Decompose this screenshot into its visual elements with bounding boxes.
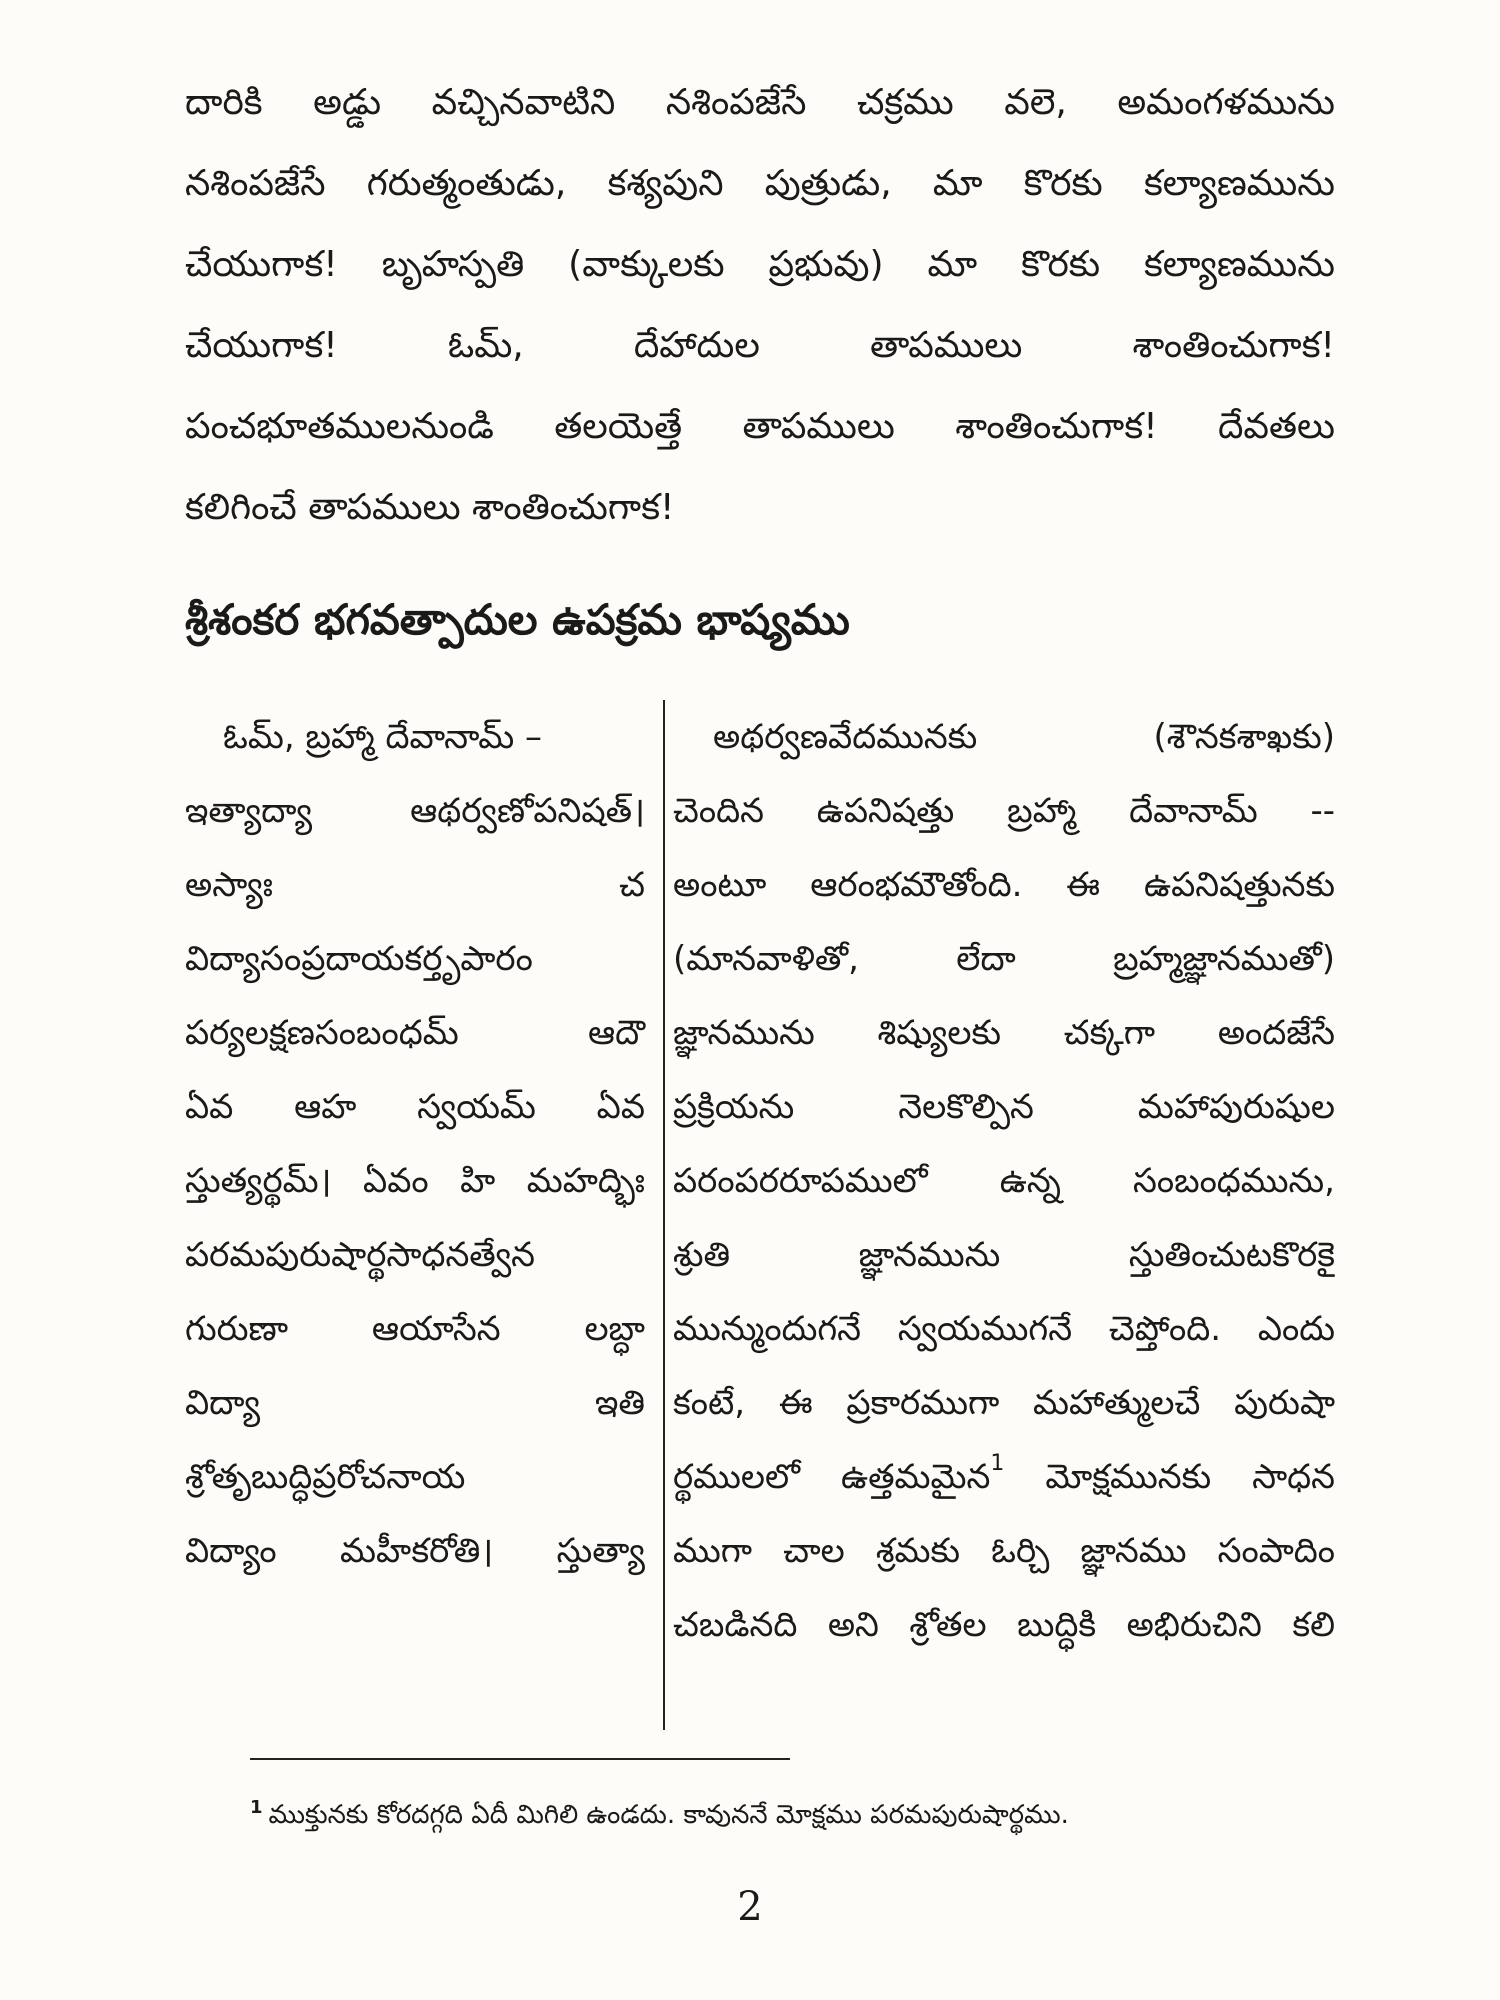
intro-line: నశింపజేసే గరుత్మంతుడు, కశ్యపుని పుత్రుడు, మా కొరకు కల్యాణమును (185, 163, 1335, 204)
sanskrit-column (185, 700, 645, 1588)
intro-paragraph (185, 62, 1335, 548)
telugu-column (673, 700, 1335, 1662)
telugu-line: చబడినది అని శ్రోతల బుద్ధికి అభిరుచిని కలి (673, 1605, 1335, 1645)
footnote-separator (250, 1758, 790, 1760)
footnote-reference: 1 (990, 1451, 1005, 1476)
sanskrit-line: విద్యా ఇతి (185, 1383, 645, 1423)
footnote-marker: 1 (250, 1797, 263, 1818)
sanskrit-line: పర్యలక్షణసంబంధమ్ ఆదౌ (185, 1013, 645, 1053)
sanskrit-line: శ్రోతృబుద్ధిప్రరోచనాయ (185, 1457, 466, 1497)
telugu-line: ప్రక్రియను నెలకొల్పిన మహాపురుషుల (673, 1087, 1335, 1127)
intro-line: కలిగించే తాపములు శాంతించుగాక! (185, 487, 675, 528)
telugu-line: అథర్వణవేదమునకు (శౌనకశాఖకు) (713, 717, 1335, 757)
intro-line: చేయుగాక! ఓమ్, దేహాదుల తాపములు శాంతించుగాక! (185, 325, 1335, 366)
telugu-line: చెందిన ఉపనిషత్తు బ్రహ్మా దేవానామ్ -- (673, 791, 1335, 831)
sanskrit-line: స్తుత్యర్థమ్। ఏవం హి మహద్భిః (185, 1161, 645, 1201)
intro-line: పంచభూతములనుండి తలయెత్తే తాపములు శాంతించుగాక! దేవతలు (185, 406, 1335, 447)
sanskrit-line: ఇత్యాద్యా ఆథర్వణోపనిషత్। (185, 791, 645, 831)
footnote-text: ముక్తునకు కోరదగ్గది ఏదీ మిగిలి ఉండదు. కావుననే మోక్షము పరమపురుషార్థము. (268, 1800, 1069, 1830)
telugu-line: మున్ముందుగనే స్వయముగనే చెప్తోంది. ఎందు (673, 1309, 1335, 1349)
sanskrit-line: అస్యాః చ (185, 865, 645, 905)
sanskrit-line: ఓమ్, బ్రహ్మా దేవానామ్ – (223, 717, 542, 757)
telugu-line: ముగా చాల శ్రమకు ఓర్చి జ్ఞానము సంపాదిం (673, 1531, 1335, 1571)
page-number: 2 (737, 1884, 763, 1930)
sanskrit-line: ఏవ ఆహ స్వయమ్ ఏవ (185, 1087, 645, 1127)
two-column-text (185, 700, 1335, 1730)
telugu-line-part: ర్థములలో ఉత్తమమైన (673, 1457, 991, 1497)
column-divider (663, 700, 665, 1730)
telugu-line-part: మోక్షమునకు సాధన (1045, 1457, 1336, 1497)
telugu-line: శ్రుతి జ్ఞానమును స్తుతించుటకొరకై (673, 1235, 1335, 1275)
telugu-line: కంటే, ఈ ప్రకారముగా మహాత్ములచే పురుషా (673, 1383, 1335, 1423)
telugu-line: అంటూ ఆరంభమౌతోంది. ఈ ఉపనిషత్తునకు (673, 865, 1335, 905)
telugu-line: (మానవాళితో, లేదా బ్రహ్మజ్ఞానముతో) (673, 939, 1335, 979)
telugu-line-with-footnote (673, 1440, 1335, 1514)
sanskrit-line: పరమపురుషార్థసాధనత్వేన (185, 1235, 536, 1275)
telugu-line: పరంపరరూపములో ఉన్న సంబంధమును, (673, 1161, 1335, 1201)
sanskrit-line: విద్యాసంప్రదాయకర్తృపారం (185, 939, 533, 979)
section-heading: శ్రీశంకర భగవత్పాదుల ఉపక్రమ భాష్యము (185, 595, 850, 644)
footnote (250, 1788, 1340, 1835)
telugu-line: జ్ఞానమును శిష్యులకు చక్కగా అందజేసే (673, 1013, 1335, 1053)
intro-line: దారికి అడ్డు వచ్చినవాటిని నశింపజేసే చక్రము వలె, అమంగళమును (185, 82, 1335, 123)
sanskrit-line: గురుణా ఆయాసేన లబ్ధా (185, 1309, 645, 1349)
intro-line: చేయుగాక! బృహస్పతి (వాక్కులకు ప్రభువు) మా కొరకు కల్యాణమును (185, 244, 1335, 285)
sanskrit-line: విద్యాం మహీకరోతి। స్తుత్యా (185, 1531, 645, 1571)
